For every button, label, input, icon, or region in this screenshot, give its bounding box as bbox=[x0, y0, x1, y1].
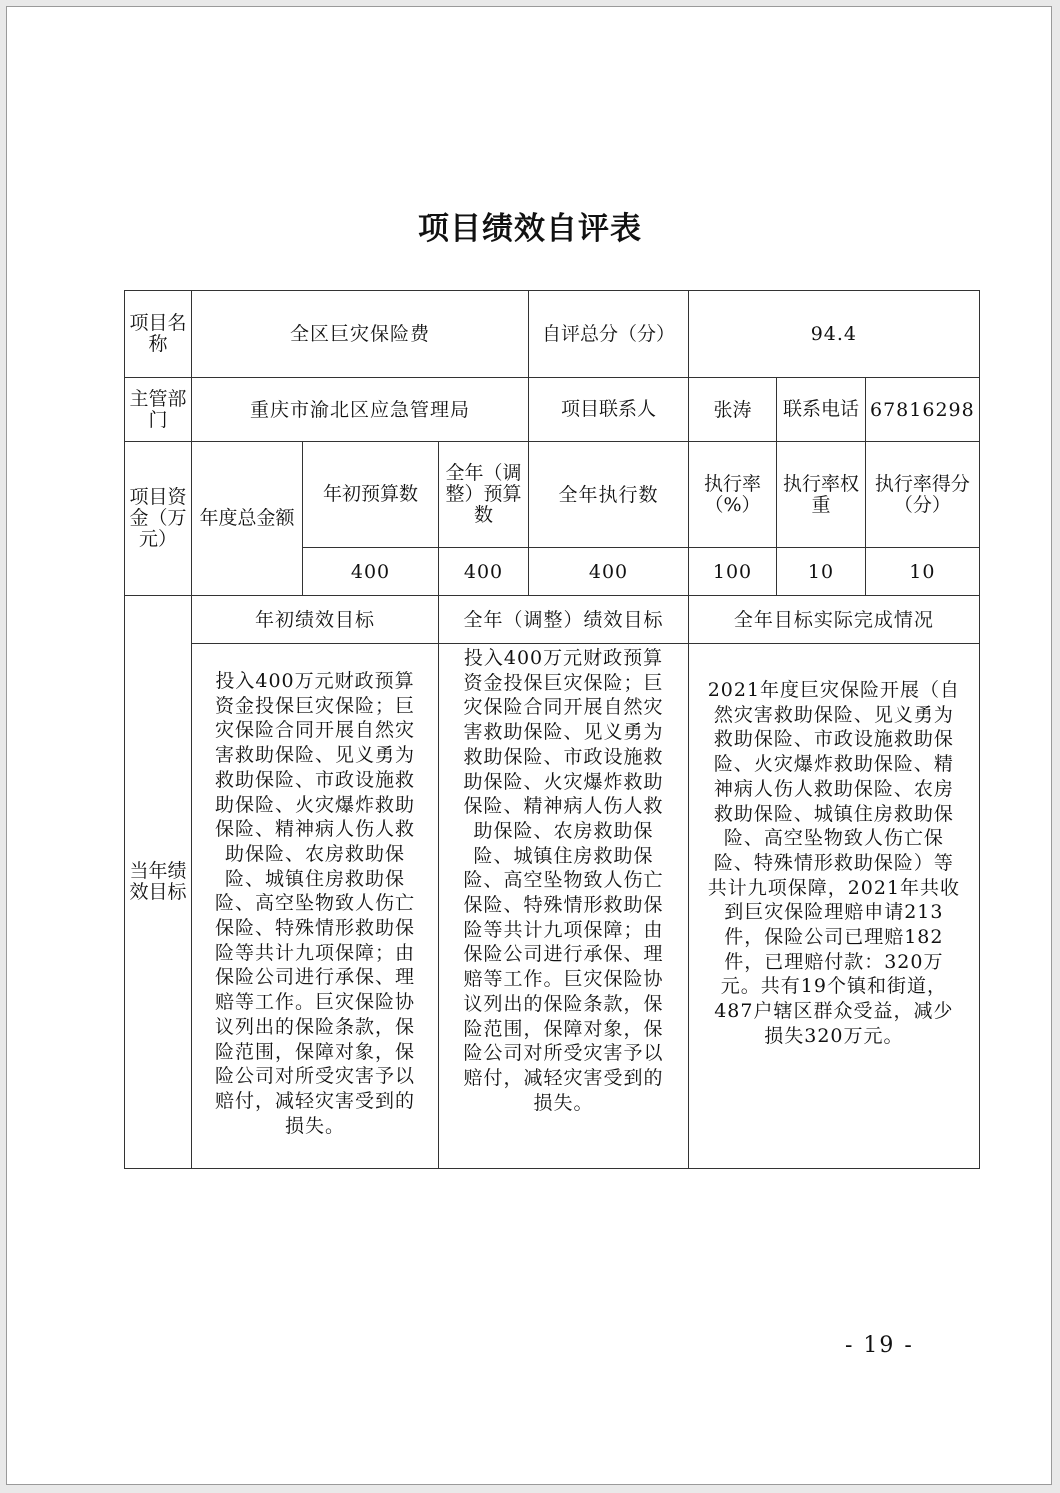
rate-header: 执行率（%） bbox=[689, 442, 777, 548]
self-score-label: 自评总分（分） bbox=[529, 291, 689, 378]
phone-label: 联系电话 bbox=[777, 378, 866, 442]
row-goals-text bbox=[125, 644, 980, 1169]
initial-budget-value: 400 bbox=[303, 548, 439, 596]
page-number: - 19 - bbox=[845, 1333, 914, 1358]
row-department bbox=[125, 378, 980, 442]
adjusted-budget-value: 400 bbox=[439, 548, 529, 596]
rate-value: 100 bbox=[689, 548, 777, 596]
row-project bbox=[125, 291, 980, 378]
initial-budget-header: 年初预算数 bbox=[303, 442, 439, 548]
execution-value: 400 bbox=[529, 548, 689, 596]
weight-header: 执行率权重 bbox=[777, 442, 866, 548]
document-page bbox=[6, 6, 1052, 1485]
row-funds-header bbox=[125, 442, 980, 548]
contact-person-label: 项目联系人 bbox=[529, 378, 689, 442]
actual-goal-header: 全年目标实际完成情况 bbox=[689, 596, 980, 644]
adjusted-goal-text: 投入400万元财政预算资金投保巨灾保险；巨灾保险合同开展自然灾害救助保险、见义勇为救助保险、市政设施救助保险、火灾爆炸救助保险、精神病人伤人救助保险、农房救助保险、城镇住房救助保险、高空坠物致人伤亡保险、特殊情形救助保险等共计九项保障；由保险公司进行承保、理赔等工作。巨灾保险协议列出的保险条款，保险范围，保障对象，保险公司对所受灾害予以赔付，减轻灾害受到的损失。 bbox=[439, 644, 689, 1169]
project-name-value: 全区巨灾保险费 bbox=[192, 291, 529, 378]
phone-value: 67816298 bbox=[866, 378, 980, 442]
initial-goal-text: 投入400万元财政预算资金投保巨灾保险；巨灾保险合同开展自然灾害救助保险、见义勇为救助保险、市政设施救助保险、火灾爆炸救助保险、精神病人伤人救助保险、农房救助保险、城镇住房救助保险、高空坠物致人伤亡保险、特殊情形救助保险等共计九项保障；由保险公司进行承保、理赔等工作。巨灾保险协议列出的保险条款，保险范围，保障对象，保险公司对所受灾害予以赔付，减轻灾害受到的损失。 bbox=[192, 644, 439, 1169]
row-goals-header bbox=[125, 596, 980, 644]
project-name-label: 项目名称 bbox=[125, 291, 192, 378]
page-title: 项目绩效自评表 bbox=[418, 211, 642, 247]
department-label: 主管部门 bbox=[125, 378, 192, 442]
department-value: 重庆市渝北区应急管理局 bbox=[192, 378, 529, 442]
weight-value: 10 bbox=[777, 548, 866, 596]
contact-person-value: 张涛 bbox=[689, 378, 777, 442]
score-header: 执行率得分（分） bbox=[866, 442, 980, 548]
self-score-value: 94.4 bbox=[689, 291, 980, 378]
goals-label: 当年绩效目标 bbox=[125, 596, 192, 1169]
initial-goal-header: 年初绩效目标 bbox=[192, 596, 439, 644]
adjusted-budget-header: 全年（调整）预算数 bbox=[439, 442, 529, 548]
execution-header: 全年执行数 bbox=[529, 442, 689, 548]
year-total-header: 年度总金额 bbox=[192, 442, 303, 596]
performance-table bbox=[124, 290, 980, 1169]
adjusted-goal-header: 全年（调整）绩效目标 bbox=[439, 596, 689, 644]
score-value: 10 bbox=[866, 548, 980, 596]
funds-label: 项目资金（万元） bbox=[125, 442, 192, 596]
actual-goal-text: 2021年度巨灾保险开展（自然灾害救助保险、见义勇为救助保险、市政设施救助保险、火灾爆炸救助保险、精神病人伤人救助保险、农房救助保险、城镇住房救助保险、高空坠物致人伤亡保险、特殊情形救助保险）等共计九项保障，2021年共收到巨灾保险理赔申请213件，保险公司已理赔182件，已理赔付款：320万元。共有19个镇和街道，487户辖区群众受益，减少损失320万元。 bbox=[689, 644, 980, 1169]
